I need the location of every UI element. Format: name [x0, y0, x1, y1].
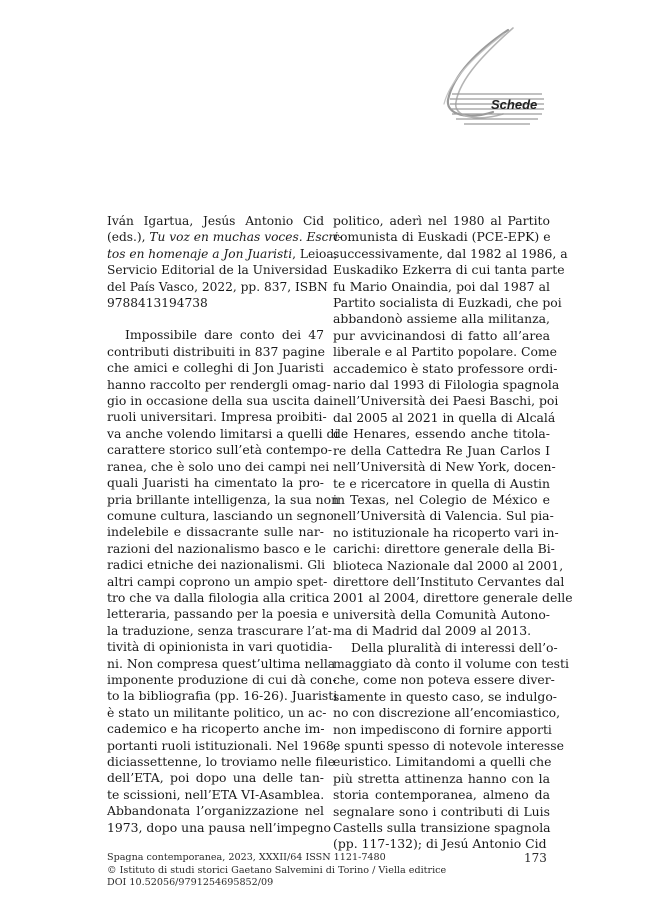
- text-line: (pp. 117-132); di Jesú Antonio Cid: [333, 836, 547, 852]
- text-line: nell’Università di New York, docen-: [333, 459, 556, 475]
- section-label: Schede: [491, 97, 538, 112]
- text-line: Abbandonata l’organizzazione nel: [107, 803, 324, 819]
- text-line: ranea, che è solo uno dei campi nei: [107, 458, 330, 474]
- text-line: dell’ETA, poi dopo una delle tan-: [107, 770, 324, 786]
- text-line: te scissioni, nell’ETA VI-Asamblea.: [107, 786, 325, 802]
- text-line: Partito socialista di Euzkadi, che poi: [333, 295, 562, 311]
- text-line: re della Cattedra Re Juan Carlos I: [333, 442, 550, 458]
- text-line: che, come non poteva essere diver-: [333, 672, 555, 688]
- text-line: università della Comunità Autono-: [333, 606, 550, 622]
- text-line: successivamente, dal 1982 al 1986, a: [333, 245, 568, 261]
- text-line: ruoli universitari. Impresa proibiti-: [107, 409, 327, 425]
- text-line: comunista di Euskadi (PCE-EPK) e: [333, 229, 551, 245]
- review-paragraph: [107, 327, 340, 836]
- text-line: letteraria, passando per la poesia e: [107, 606, 329, 622]
- text-line: diciassettenne, lo troviamo nelle file: [107, 754, 335, 769]
- text-line: razioni del nazionalismo basco e le: [107, 540, 327, 556]
- copyright-info: © Istituto di studi storici Gaetano Salvemini di Torino / Viella editrice: [107, 864, 447, 876]
- text-line: pria brillante intelligenza, la sua non: [107, 491, 340, 507]
- text-line: maggiato dà conto il volume con testi: [333, 655, 569, 671]
- text-line: va anche volendo limitarsi a quelli di: [107, 425, 339, 441]
- text-line: hanno raccolto per rendergli omag-: [107, 376, 331, 392]
- text-line: non impediscono di fornire apporti: [333, 721, 552, 737]
- text-line: samente in questo caso, se indulgo-: [333, 688, 557, 704]
- text-line: te e ricercatore in quella di Austin: [333, 475, 550, 491]
- doi-info: DOI 10.52056/9791254695852/09: [107, 877, 274, 888]
- review-paragraph: [333, 639, 569, 853]
- text-line: euristico. Limitandomi a quelli che: [333, 754, 552, 770]
- text-line: tro che va dalla filologia alla critica: [107, 589, 330, 605]
- citation-line: 9788413194738: [107, 296, 208, 311]
- text-line: Della pluralità di interessi dell’o-: [351, 639, 558, 655]
- text-line: accademico è stato professore ordi-: [333, 360, 558, 376]
- text-line: nario dal 1993 di Filologia spagnola: [333, 377, 560, 393]
- text-line: blioteca Nazionale dal 2000 al 2001,: [333, 557, 564, 573]
- page-number: 173: [524, 851, 547, 865]
- text-line: imponente produzione di cui dà con-: [107, 671, 337, 687]
- text-line: liberale e al Partito popolare. Come: [333, 344, 557, 360]
- text-line: 1973, dopo una pausa nell’impegno: [107, 819, 331, 835]
- left-column: [107, 213, 343, 836]
- text-line: che amici e colleghi di Jon Juaristi: [107, 360, 324, 376]
- text-line: è stato un militante politico, un ac-: [107, 704, 327, 720]
- text-line: 2001 al 2004, direttore generale delle: [333, 590, 573, 606]
- text-line: indelebile e dissacrante sulle nar-: [107, 524, 324, 540]
- text-line: ma di Madrid dal 2009 al 2013.: [333, 623, 532, 639]
- right-column: [333, 213, 573, 853]
- journal-info: Spagna contemporanea, 2023, XXXII/64 ISSN 1121-7480: [107, 852, 386, 863]
- text-line: ni. Non compresa quest’ultima nella: [107, 655, 336, 671]
- text-line: in Texas, nel Colegio de México e: [333, 491, 550, 507]
- text-line: radici etniche dei nazionalismi. Gli: [107, 557, 326, 573]
- text-line: quali Juaristi ha cimentato la pro-: [107, 475, 324, 491]
- text-line: direttore dell’Instituto Cervantes dal: [333, 573, 565, 589]
- text-line: nell’Università di Valencia. Sul pia-: [333, 508, 554, 524]
- book-citation: [107, 213, 343, 311]
- citation-line: del País Vasco, 2022, pp. 837, ISBN: [107, 279, 328, 294]
- text-line: to la bibliografia (pp. 16-26). Juaristi: [107, 688, 338, 704]
- text-line: carichi: direttore generale della Bi-: [333, 541, 555, 557]
- text-line: Euskadiko Ezkerra di cui tanta parte: [333, 262, 565, 278]
- text-line: Impossibile dare conto dei 47: [125, 327, 324, 343]
- text-line: de Henares, essendo anche titola-: [333, 426, 550, 442]
- text-line: e spunti spesso di notevole interesse: [333, 738, 564, 753]
- citation-line: (eds.), Tu voz en muchas voces. Escri-: [107, 230, 343, 245]
- text-line: contributi distribuiti in 837 pagine: [107, 343, 325, 359]
- text-line: no con discrezione all’encomiastico,: [333, 705, 561, 721]
- citation-line: tos en homenaje a Jon Juaristi, Leioa,: [107, 246, 338, 261]
- text-line: comune cultura, lasciando un segno: [107, 507, 334, 523]
- review-paragraph: [333, 213, 573, 640]
- text-line: altri campi coprono un ampio spet-: [107, 573, 328, 589]
- text-line: tività di opinionista in vari quotidia-: [107, 639, 333, 655]
- text-line: la traduzione, senza trascurare l’at-: [107, 622, 332, 638]
- text-line: gio in occasione della sua uscita dai: [107, 393, 333, 409]
- text-line: più stretta attinenza hanno con la: [333, 770, 550, 786]
- text-line: fu Mario Onaindia, poi dal 1987 al: [333, 278, 550, 294]
- citation-line: Iván Igartua, Jesús Antonio Cid: [107, 214, 324, 228]
- text-line: Castells sulla transizione spagnola: [333, 820, 551, 836]
- text-line: cademico e ha ricoperto anche im-: [107, 721, 325, 737]
- text-line: segnalare sono i contributi di Luis: [333, 803, 550, 819]
- page-footer: [107, 852, 547, 890]
- text-line: carattere storico sull’età contempo-: [107, 442, 333, 458]
- text-line: storia contemporanea, almeno da: [333, 787, 550, 803]
- text-line: nell’Università dei Paesi Baschi, poi: [333, 393, 559, 409]
- text-line: dal 2005 al 2021 in quella di Alcalá: [333, 409, 556, 425]
- text-line: pur avvicinandosi di fatto all’area: [333, 327, 550, 343]
- text-line: portanti ruoli istituzionali. Nel 1968,: [107, 737, 338, 753]
- text-line: abbandonò assieme alla militanza,: [333, 311, 550, 327]
- text-line: politico, aderì nel 1980 al Partito: [333, 213, 550, 228]
- citation-line: Servicio Editorial de la Universidad: [107, 263, 328, 278]
- text-line: no istituzionale ha ricoperto vari in-: [333, 524, 559, 540]
